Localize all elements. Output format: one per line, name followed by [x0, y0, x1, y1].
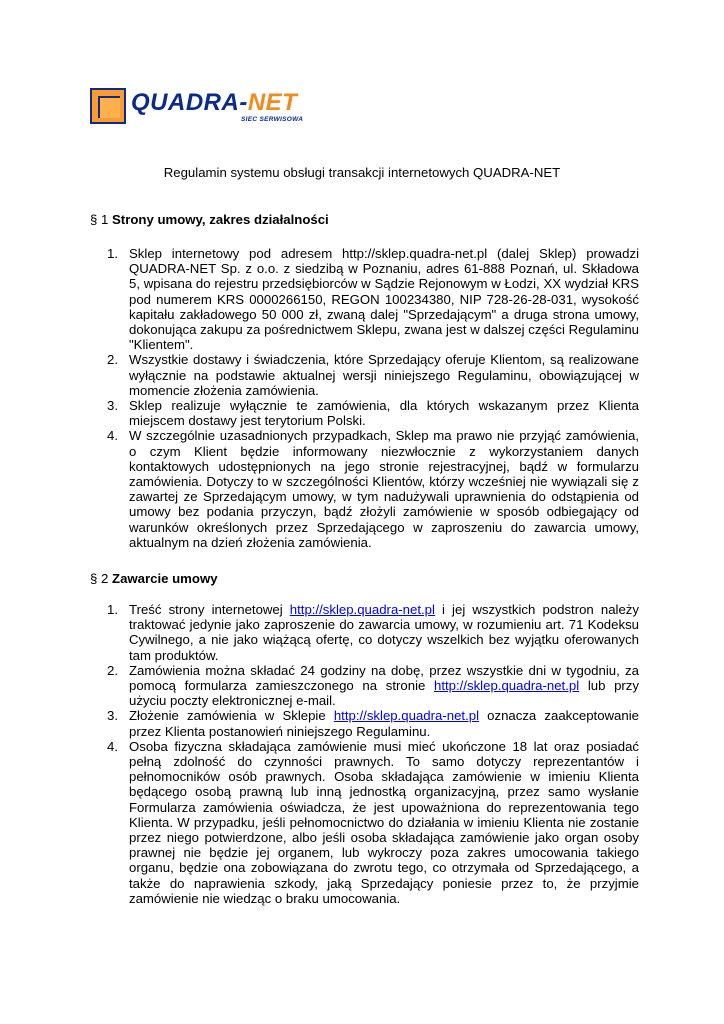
item-number: 1.	[107, 246, 118, 261]
section-2-list	[107, 602, 639, 906]
logo-square-icon	[90, 88, 126, 124]
logo-subtitle: SIEC SERWISOWA	[241, 116, 304, 123]
section-title: Strony umowy, zakres działalności	[112, 212, 329, 227]
item-number: 1.	[107, 602, 118, 617]
item-text: W szczególnie uzasadnionych przypadkach, Sklep ma prawo nie przyjąć zamówienia, o czym Klient będzie informowany niezwłocznie z wykorzystaniem danych kontaktowych udostępnionych na jego stronie rejestracyjnej, bądź w formularzu zamówienia. Dotyczy to w szczególności Klientów, którzy wcześniej nie wywiązali się z zawartej ze Sprzedającym umowy, w tym nadużywali uprawnienia do odstąpienia od umowy bez podania przyczyn, bądź złożyli zamówienie w sposób odbiegający od warunków określonych przez Sprzedającego w zaproszeniu do zawarcia umowy, aktualnym na dzień złożenia zamówienia.	[129, 428, 639, 550]
item-number: 2.	[107, 352, 118, 368]
item-number: 4.	[107, 738, 118, 754]
item-text-after: oznacza zaakceptowanie przez Klienta postanowień niniejszego Regulaminu.	[129, 708, 639, 739]
logo-wordmark: QUADRA-NET	[131, 89, 298, 116]
list-item	[107, 663, 639, 709]
shop-link[interactable]: http://sklep.quadra-net.pl	[434, 678, 580, 694]
list-item	[107, 246, 639, 352]
shop-link[interactable]: http://sklep.quadra-net.pl	[289, 602, 435, 617]
item-text-before: Złożenie zamówienia w Sklepie	[129, 708, 334, 724]
section-heading-1	[90, 212, 329, 228]
item-number: 4.	[107, 428, 118, 444]
list-item	[107, 428, 639, 550]
item-number: 2.	[107, 662, 118, 678]
shop-link[interactable]: http://sklep.quadra-net.pl	[333, 708, 479, 724]
section-heading-2	[90, 571, 218, 587]
item-text: Sklep internetowy pod adresem http://sklep.quadra-net.pl (dalej Sklep) prowadzi QUADRA-NET Sp. z o.o. z siedzibą w Poznaniu, adres 61-888 Poznań, ul. Składowa 5, wpisana do rejestru przedsiębiorców w Sądzie Rejonowym w Łodzi, XX wydział KRS pod numerem KRS 0000266150, REGON 100234380, NIP 728-26-28-031, wysokość kapitału zakładowego 50 000 zł, zwaną dalej "Sprzedającym" a druga strona umowy, dokonująca zakupu za pośrednictwem Sklepu, zwana jest w dalszej części Regulaminu "Klientem".	[129, 246, 639, 353]
item-number: 3.	[107, 708, 118, 724]
list-item	[107, 352, 639, 398]
list-item	[107, 708, 639, 738]
section-title: Zawarcie umowy	[112, 571, 218, 586]
list-item	[107, 739, 639, 906]
item-text-after: i jej wszystkich podstron należy traktować jedynie jako zaproszenie do zawarcia umowy, w rozumieniu art. 71 Kodeksu Cywilnego, a nie jako wiążącą ofertę, co dotyczy wszelkich bez wyjątku oferowanych tam produktów.	[129, 602, 639, 663]
item-number: 3.	[107, 398, 118, 414]
item-text-before: Zamówienia można składać 24 godziny na dobę, przez wszystkie dni w tygodniu, za pomocą formularza zamieszczonego na stronie	[129, 662, 639, 694]
item-text-before: Treść strony internetowej	[129, 602, 290, 617]
document-title: Regulamin systemu obsługi transakcji internetowych QUADRA-NET	[163, 165, 561, 180]
list-item	[107, 602, 639, 663]
section-number: § 1	[90, 212, 109, 227]
section-1-list	[107, 246, 639, 550]
section-number: § 2	[90, 571, 109, 586]
list-item	[107, 398, 639, 428]
item-text-after: lub przy użyciu poczty elektronicznej e-mail.	[129, 678, 639, 709]
item-text: Wszystkie dostawy i świadczenia, które Sprzedający oferuje Klientom, są realizowane wyłącznie na podstawie aktualnej wersji niniejszego Regulaminu, obowiązującej w momencie złożenia zamówienia.	[129, 352, 639, 398]
item-text: Sklep realizuje wyłącznie te zamówienia, dla których wskazanym przez Klienta miejscem dostawy jest terytorium Polski.	[129, 398, 639, 429]
item-text: Osoba fizyczna składająca zamówienie musi mieć ukończone 18 lat oraz posiadać pełną zdolność do czynności prawnych. To samo dotyczy reprezentantów i pełnomocników osób prawnych. Osoba składająca zamówienie w imieniu Klienta będącego osobą prawną lub inną jednostką organizacyjną, przez samo wysłanie Formularza zamówienia oświadcza, że jest upoważniona do reprezentowania tego Klienta. W przypadku, jeśli pełnomocnictwo do działania w imieniu Klienta nie zostanie przez niego potwierdzone, albo jeśli osoba składająca zamówienie jako organ osoby prawnej nie będzie jej organem, lub wykroczy poza zakres umocowania takiego organu, będzie ona zobowiązana do zwrotu tego, co otrzymała od Sprzedającego, a także do naprawienia szkody, jaką Sprzedający poniesie przez to, że przyjmie zamówienie nie wiedząc o braku umocowania.	[129, 738, 639, 906]
quadra-net-logo	[90, 88, 322, 130]
